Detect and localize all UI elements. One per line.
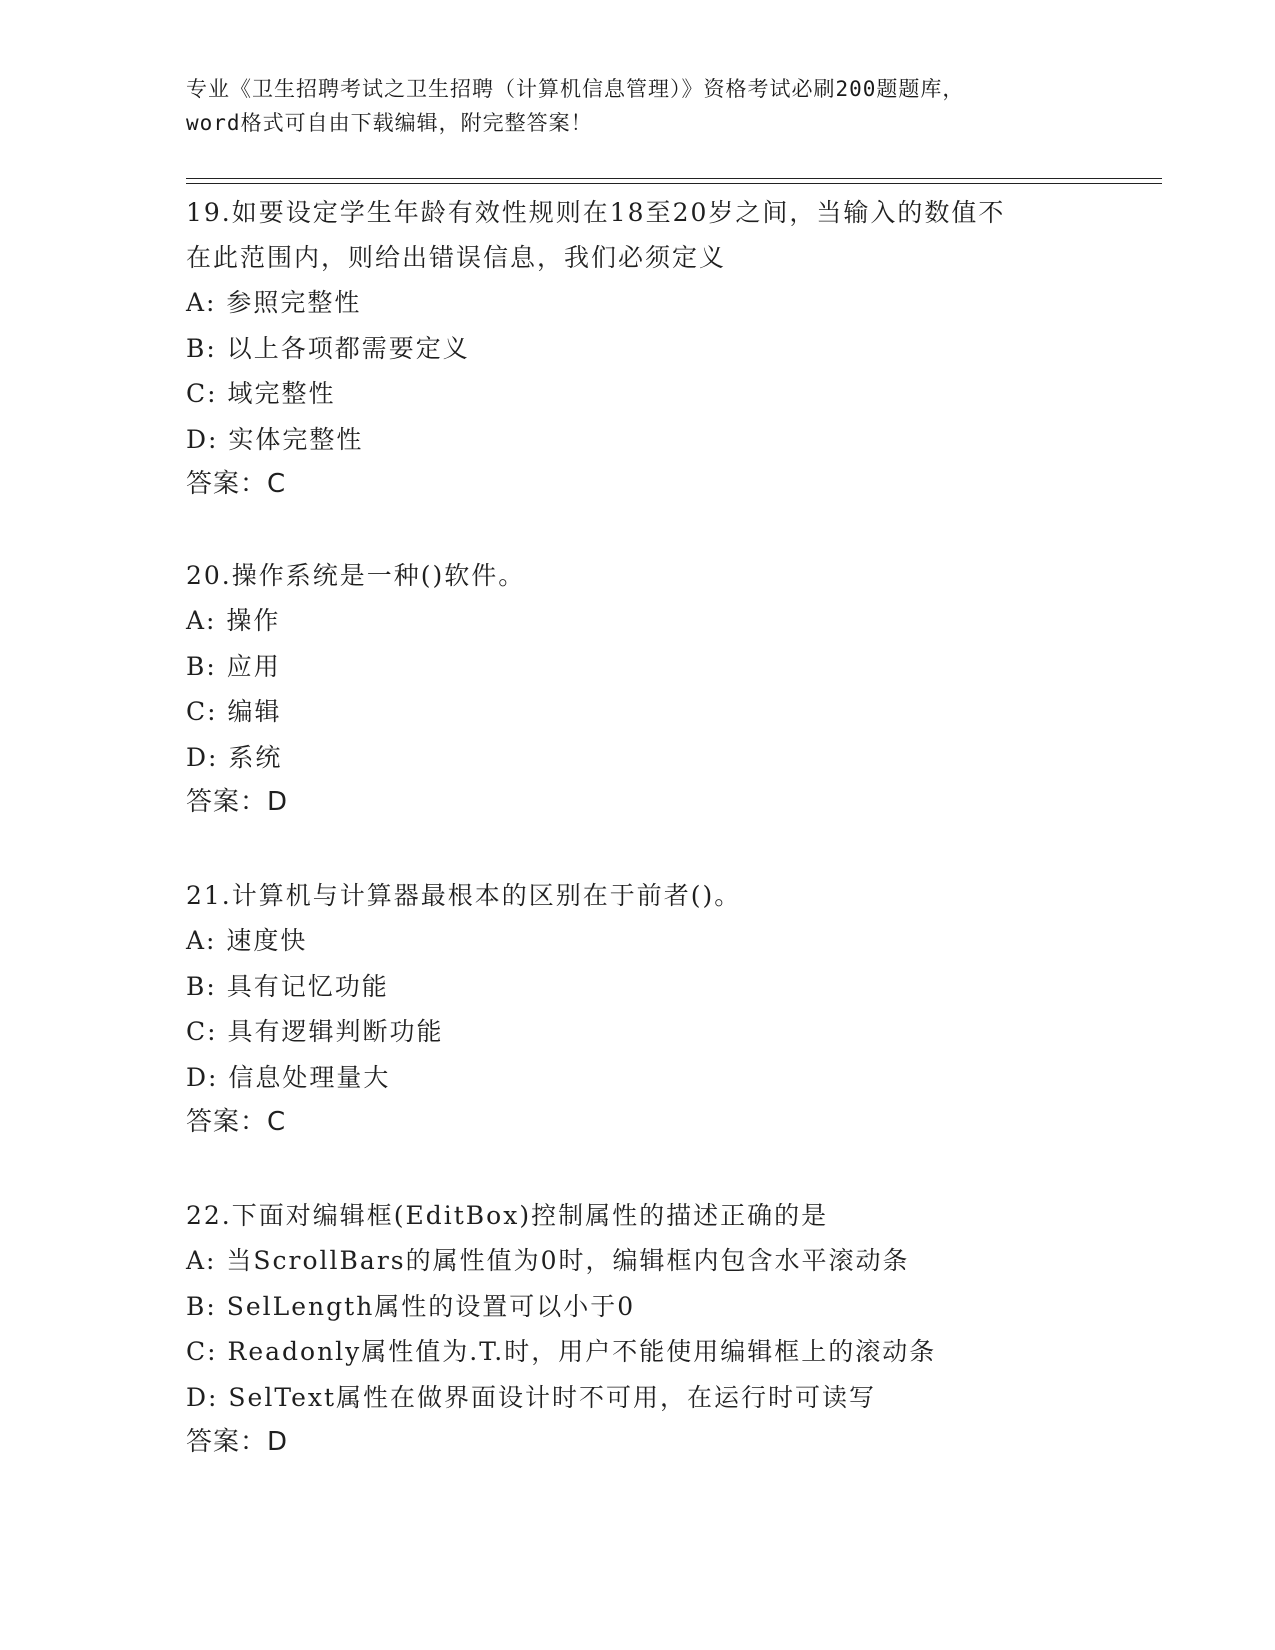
option-a: A: 速度快 — [186, 926, 308, 955]
option-b: B: 以上各项都需要定义 — [186, 333, 470, 363]
option-b: B: SelLength属性的设置可以小于0 — [186, 1291, 636, 1321]
header-divider-top — [186, 178, 1162, 179]
option-b: B: 具有记忆功能 — [186, 971, 389, 1001]
header-line-2: word格式可自由下载编辑，附完整答案！ — [186, 111, 593, 135]
question-stem: 20.操作系统是一种()软件。 — [186, 561, 526, 590]
option-c: C: Readonly属性值为.T.时，用户不能使用编辑框上的滚动条 — [186, 1337, 937, 1366]
answer: 答案：D — [186, 1427, 289, 1457]
option-c: C: 编辑 — [186, 697, 282, 726]
question-19 — [186, 190, 1086, 507]
question-22 — [186, 1193, 1086, 1465]
option-b: B: 应用 — [186, 651, 281, 681]
option-d: D: 系统 — [186, 742, 283, 772]
answer: 答案：C — [186, 469, 287, 499]
question-21 — [186, 873, 1086, 1145]
question-20 — [186, 553, 1086, 825]
header-divider-bottom — [186, 183, 1162, 184]
option-a: A: 操作 — [186, 606, 281, 635]
question-stem: 在此范围内，则给出错误信息，我们必须定义 — [186, 243, 727, 272]
question-stem: 21.计算机与计算器最根本的区别在于前者()。 — [186, 881, 742, 910]
option-d: D: SelText属性在做界面设计时不可用，在运行时可读写 — [186, 1382, 877, 1412]
option-c: C: 具有逻辑判断功能 — [186, 1017, 444, 1046]
option-d: D: 信息处理量大 — [186, 1062, 391, 1092]
document-header — [186, 72, 1106, 140]
question-stem: 19.如要设定学生年龄有效性规则在18至20岁之间，当输入的数值不 — [186, 198, 1006, 227]
answer: 答案：C — [186, 1107, 287, 1137]
option-d: D: 实体完整性 — [186, 424, 364, 454]
question-stem: 22.下面对编辑框(EditBox)控制属性的描述正确的是 — [186, 1201, 829, 1230]
answer: 答案：D — [186, 787, 289, 817]
header-line-1: 专业《卫生招聘考试之卫生招聘（计算机信息管理）》资格考试必刷200题题库， — [186, 77, 965, 101]
option-a: A: 当ScrollBars的属性值为0时，编辑框内包含水平滚动条 — [186, 1246, 910, 1275]
option-a: A: 参照完整性 — [186, 288, 362, 317]
option-c: C: 域完整性 — [186, 379, 336, 408]
